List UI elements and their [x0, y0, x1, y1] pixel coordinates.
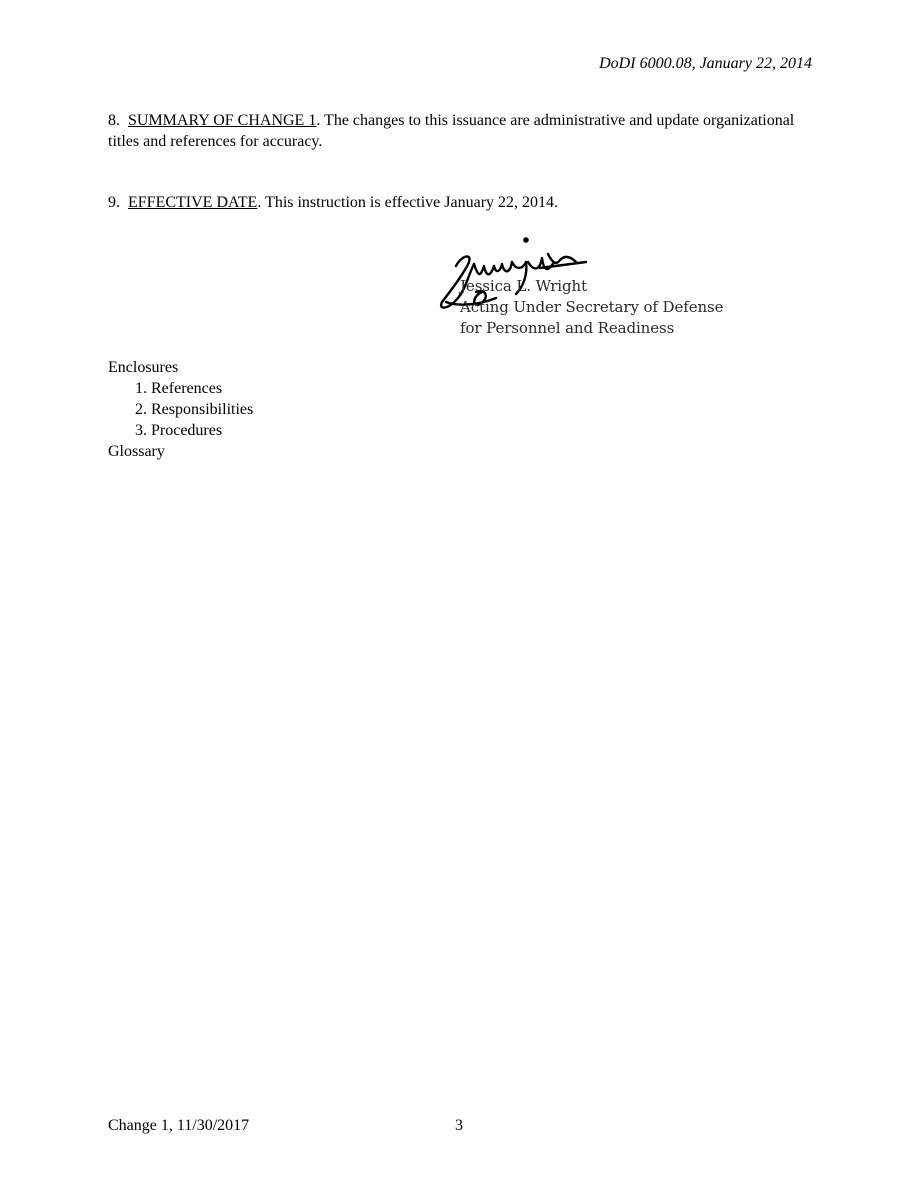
- signatory-title-line-2: for Personnel and Readiness: [460, 319, 675, 337]
- document-reference-header: DoDI 6000.08, January 22, 2014: [599, 55, 812, 72]
- glossary-label: Glossary: [108, 443, 165, 460]
- section-9-number: 9.: [108, 194, 120, 211]
- signatory-title-line-1: Acting Under Secretary of Defense: [460, 298, 724, 316]
- signatory-text: [460, 276, 723, 339]
- enclosure-item-responsibilities: 2. Responsibilities: [135, 401, 254, 418]
- footer-change-note: Change 1, 11/30/2017: [108, 1117, 250, 1134]
- section-8-summary-of-change: [108, 110, 808, 152]
- section-9-effective-date: [108, 192, 808, 213]
- signatory-name: Jessica L. Wright: [460, 277, 587, 295]
- signature-block: [436, 232, 756, 342]
- section-9-heading: EFFECTIVE DATE: [128, 194, 258, 211]
- section-8-text: . The changes to this issuance are administrative and update organizational titles and references for accuracy.: [108, 112, 795, 150]
- enclosure-item-procedures: 3. Procedures: [135, 422, 223, 439]
- section-8-number: 8.: [108, 112, 120, 129]
- section-9-text: . This instruction is effective January 22, 2014.: [257, 194, 559, 211]
- enclosure-item-references: 1. References: [135, 380, 223, 397]
- enclosure-items: [108, 378, 253, 441]
- enclosures-heading: Enclosures: [108, 359, 179, 376]
- enclosures-list: [108, 357, 253, 462]
- section-8-heading: SUMMARY OF CHANGE 1: [128, 112, 317, 129]
- footer-page-number: 3: [455, 1117, 463, 1134]
